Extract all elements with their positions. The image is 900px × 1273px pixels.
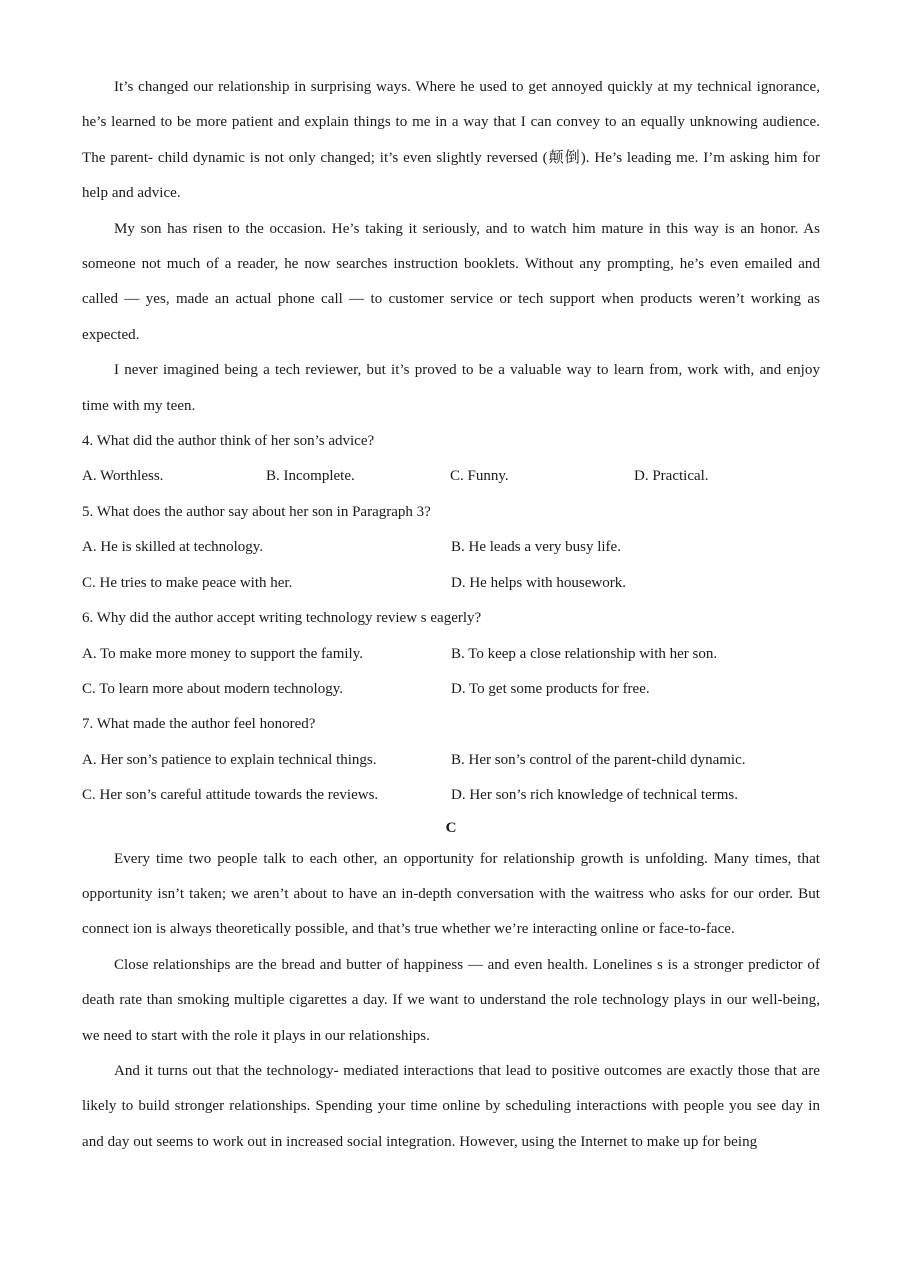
option-d: D. Her son’s rich knowledge of technical terms. [451,787,738,804]
answer-options-row-2 [82,778,820,813]
option-b: B. He leads a very busy life. [451,539,621,556]
option-a: A. Her son’s patience to explain technical things. [82,751,377,768]
answer-options [82,459,820,494]
answer-options-row-2 [82,672,820,707]
question-stem: 6. Why did the author accept writing technology review s eagerly? [82,610,482,627]
answer-options-row-1 [82,530,820,565]
option-a: A. Worthless. [82,468,164,485]
passage-b-paragraph-1: It’s changed our relationship in surprising ways. Where he used to get annoyed quickly at my technical ignorance, he’s learned to be more patient and explain things to me in a way that I can convey to an equally unknowing audience. The parent- child dynamic is not only changed; it’s even slightly reversed (颠倒). He’s leading me. I’m asking him for help and advice. [82,79,820,202]
option-d: D. He helps with housework. [451,574,626,591]
question-stem: 5. What does the author say about her son in Paragraph 3? [82,503,431,520]
passage-b-paragraph-3: I never imagined being a tech reviewer, but it’s proved to be a valuable way to learn from, work with, and enjoy time with my teen. [82,362,820,414]
question-4 [82,424,820,495]
option-c: C. Her son’s careful attitude towards the reviews. [82,787,379,804]
section-heading-c: C [445,819,457,836]
exam-page [82,70,820,1160]
passage-c-paragraph-3: And it turns out that the technology- mediated interactions that lead to positive outcomes are exactly those that are likely to build stronger relationships. Spending your time online by scheduling interactions with people you see day in and day out seems to work out in increased social integration. However, using the Internet to make up for being [82,1062,820,1150]
option-a: A. To make more money to support the family. [82,645,363,662]
question-stem: 7. What made the author feel honored? [82,716,316,733]
question-stem: 4. What did the author think of her son’s advice? [82,433,375,450]
option-d: D. Practical. [634,468,709,485]
option-b: B. Her son’s control of the parent-child dynamic. [451,751,746,768]
option-d: D. To get some products for free. [451,680,650,697]
passage-c-paragraph-1: Every time two people talk to each other, an opportunity for relationship growth is unfolding. Many times, that opportunity isn’t taken; we aren’t about to have an in-depth conversation with the waitress who asks for our order. But connect ion is always theoretically possible, and that’s true whether we’re interacting online or face-to-face. [82,850,820,938]
question-5 [82,495,820,601]
question-6 [82,601,820,707]
passage-b-paragraph-2: My son has risen to the occasion. He’s taking it seriously, and to watch him mature in this way is an honor. As someone not much of a reader, he now searches instruction booklets. Without any prompting, he’s even emailed and called — yes, made an actual phone call — to customer service or tech support when products weren’t working as expected. [82,220,820,343]
option-c: C. He tries to make peace with her. [82,574,293,591]
option-a: A. He is skilled at technology. [82,539,264,556]
question-7 [82,707,820,813]
answer-options-row-1 [82,637,820,672]
passage-c-paragraph-2: Close relationships are the bread and butter of happiness — and even health. Lonelines s is a stronger predictor of death rate than smoking multiple cigarettes a day. If we want to understand the role technology plays in our well-being, we need to start with the role it plays in our relationships. [82,956,820,1044]
option-c: C. To learn more about modern technology. [82,680,343,697]
option-b: B. To keep a close relationship with her son. [451,645,718,662]
answer-options-row-2 [82,566,820,601]
option-c: C. Funny. [450,468,509,485]
option-b: B. Incomplete. [266,468,355,485]
answer-options-row-1 [82,743,820,778]
